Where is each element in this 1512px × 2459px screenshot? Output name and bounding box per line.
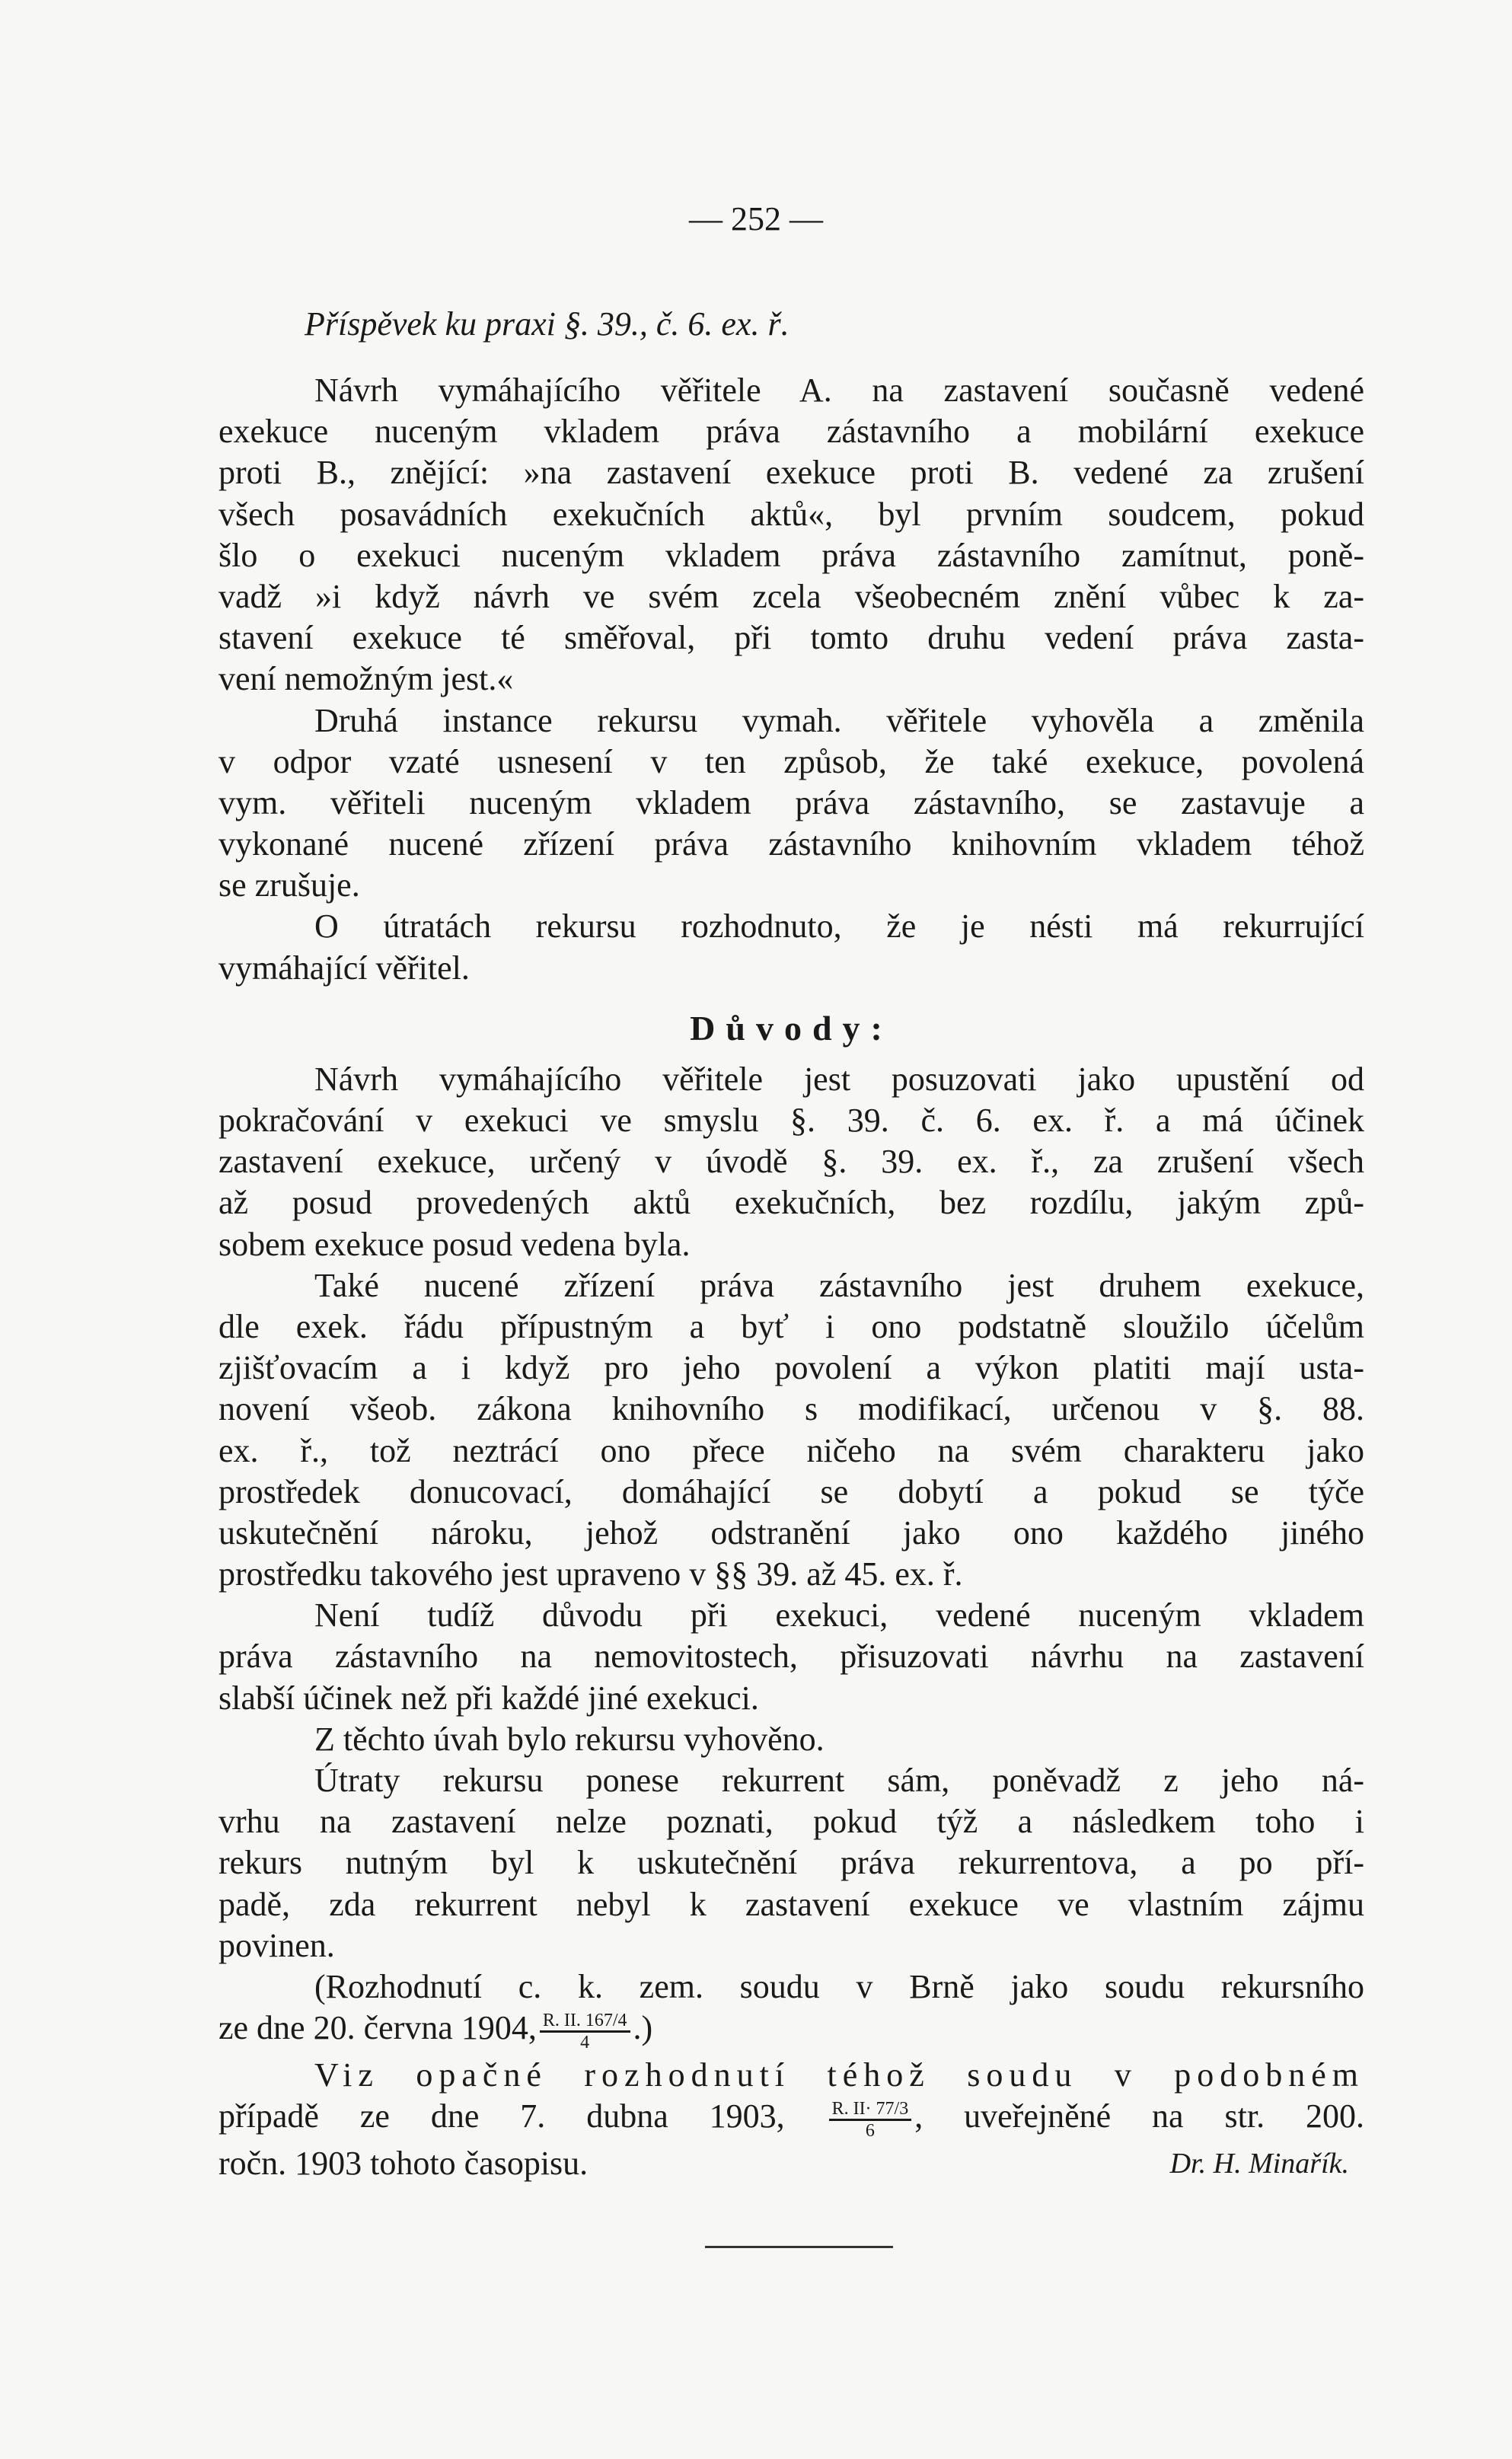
text-line: vení nemožným jest.« (219, 660, 514, 698)
text-line: v odpor vzaté usnesení v ten způsob, že také exekuce, povolená (219, 742, 1364, 780)
text-line: práva zástavního na nemovitostech, přisuzovati návrhu na zastavení (219, 1638, 1364, 1676)
text-line: Druhá instance rekursu vymah. věřitele vyhověla a změnila (314, 701, 1364, 739)
paragraph (219, 906, 1364, 988)
section-heading-reasons: Důvody: (690, 1008, 893, 1048)
end-divider (705, 2246, 893, 2248)
citation-close: .) (633, 2009, 653, 2047)
text-line: vym. věřiteli nuceným vkladem práva zástavního, se zastavuje a (219, 783, 1364, 821)
text-line: prostředku takového jest upraveno v §§ 39. až 45. ex. ř. (219, 1555, 963, 1593)
text-line: šlo o exekuci nuceným vkladem práva zástavního zamítnut, poně- (219, 536, 1364, 574)
case-number-fraction (829, 2099, 912, 2141)
citation-date: ze dne 20. června 1904, (219, 2009, 537, 2047)
case-number-fraction (540, 2011, 630, 2052)
text-line: proti B., znějící: »na zastavení exekuce proti B. vedené za zrušení (219, 454, 1364, 492)
reference-date: případě ze dne 7. dubna 1903, (219, 2097, 785, 2135)
text-line: povinen. (219, 1926, 335, 1964)
facts-section (219, 370, 1364, 989)
text-line: rekurs nutným byl k uskutečnění práva rekurrentova, a po pří- (219, 1844, 1364, 1882)
text-line: Viz opačné rozhodnutí téhož soudu v podobném (314, 2056, 1364, 2094)
author-signature: Dr. H. Minařík. (1169, 2148, 1349, 2180)
fraction-numerator: R. II· 77/3 (829, 2099, 912, 2121)
page-number: — 252 — (689, 200, 823, 238)
text-line: pokračování v exekuci ve smyslu §. 39. č. 6. ex. ř. a má účinek (219, 1102, 1364, 1139)
text-line (219, 2008, 1364, 2055)
text-line (219, 2143, 1364, 2184)
text-line: stavení exekuce té směřoval, při tomto druhu vedení práva zasta- (219, 619, 1364, 657)
fraction-denominator: 6 (865, 2120, 875, 2141)
reasons-section (219, 1059, 1364, 1966)
text-line: uskutečnění nároku, jehož odstranění jako ono každého jiného (219, 1513, 1364, 1552)
reference-tail: , uveřejněné na str. 200. (914, 2097, 1364, 2135)
text-line: exekuce nuceným vkladem práva zástavního a mobilární exekuce (219, 413, 1364, 451)
paragraph (219, 1059, 1364, 1265)
text-line: Není tudíž důvodu při exekuci, vedené nuceným vkladem (314, 1596, 1364, 1635)
text-line: vadž »i když návrh ve svém zcela všeobecném znění vůbec k za- (219, 577, 1364, 615)
text-line: slabší účinek než při každé jiné exekuci. (219, 1679, 759, 1717)
text-line: zastavení exekuce, určený v úvodě §. 39. ex. ř., za zrušení všech (219, 1143, 1364, 1181)
citation-paragraph (219, 1966, 1364, 2055)
paragraph (219, 1719, 1364, 1760)
reference-source: ročn. 1903 tohoto časopisu. (219, 2145, 589, 2183)
paragraph (219, 370, 1364, 700)
text-line: sobem exekuce posud vedena byla. (219, 1225, 691, 1263)
paragraph (219, 700, 1364, 907)
text-line: se zrušuje. (219, 866, 360, 904)
text-line: Také nucené zřízení práva zástavního jest druhem exekuce, (314, 1266, 1364, 1304)
paragraph (219, 1265, 1364, 1596)
article-title: Příspěvek ku praxi §. 39., č. 6. ex. ř. (305, 305, 789, 343)
text-line: novení všeob. zákona knihovního s modifikací, určenou v §. 88. (219, 1390, 1364, 1428)
reference-paragraph (219, 2055, 1364, 2184)
article-body (219, 370, 1364, 2185)
text-line: vrhu na zastavení nelze poznati, pokud týž a následkem toho i (219, 1803, 1364, 1841)
text-line: dle exek. řádu přípustným a byť i ono podstatně sloužilo účelům (219, 1307, 1364, 1345)
text-line (219, 2096, 1364, 2143)
text-line: Útraty rekursu ponese rekurrent sám, poněvadž z jeho ná- (314, 1762, 1364, 1799)
text-line: prostředek donucovací, domáhající se dobytí a pokud se týče (219, 1472, 1364, 1510)
fraction-numerator: R. II. 167/4 (540, 2011, 630, 2033)
fraction-denominator: 4 (580, 2032, 590, 2052)
text-line: Z těchto úvah bylo rekursu vyhověno. (314, 1720, 825, 1758)
text-line: ex. ř., tož neztrácí ono přece ničeho na svém charakteru jako (219, 1431, 1364, 1469)
text-line: vymáhající věřitel. (219, 949, 470, 987)
text-line: Návrh vymáhajícího věřitele jest posuzovati jako upustění od (314, 1060, 1364, 1098)
text-line: zjišťovacím a i když pro jeho povolení a výkon platiti mají usta- (219, 1349, 1364, 1387)
paragraph (219, 1595, 1364, 1719)
text-line: Návrh vymáhajícího věřitele A. na zastavení současně vedené (314, 372, 1364, 409)
text-line: vykonané nucené zřízení práva zástavního knihovním vkladem téhož (219, 825, 1364, 863)
text-line: až posud provedených aktů exekučních, bez rozdílu, jakým způ- (219, 1184, 1364, 1222)
text-line: (Rozhodnutí c. k. zem. soudu v Brně jako soudu rekursního (314, 1967, 1364, 2005)
paragraph (219, 1760, 1364, 1966)
text-line: všech posavádních exekučních aktů«, byl prvním soudcem, pokud (219, 495, 1364, 533)
text-line: O útratách rekursu rozhodnuto, že je nésti má rekurrující (314, 907, 1364, 946)
text-line: padě, zda rekurrent nebyl k zastavení exekuce ve vlastním zájmu (219, 1885, 1364, 1923)
